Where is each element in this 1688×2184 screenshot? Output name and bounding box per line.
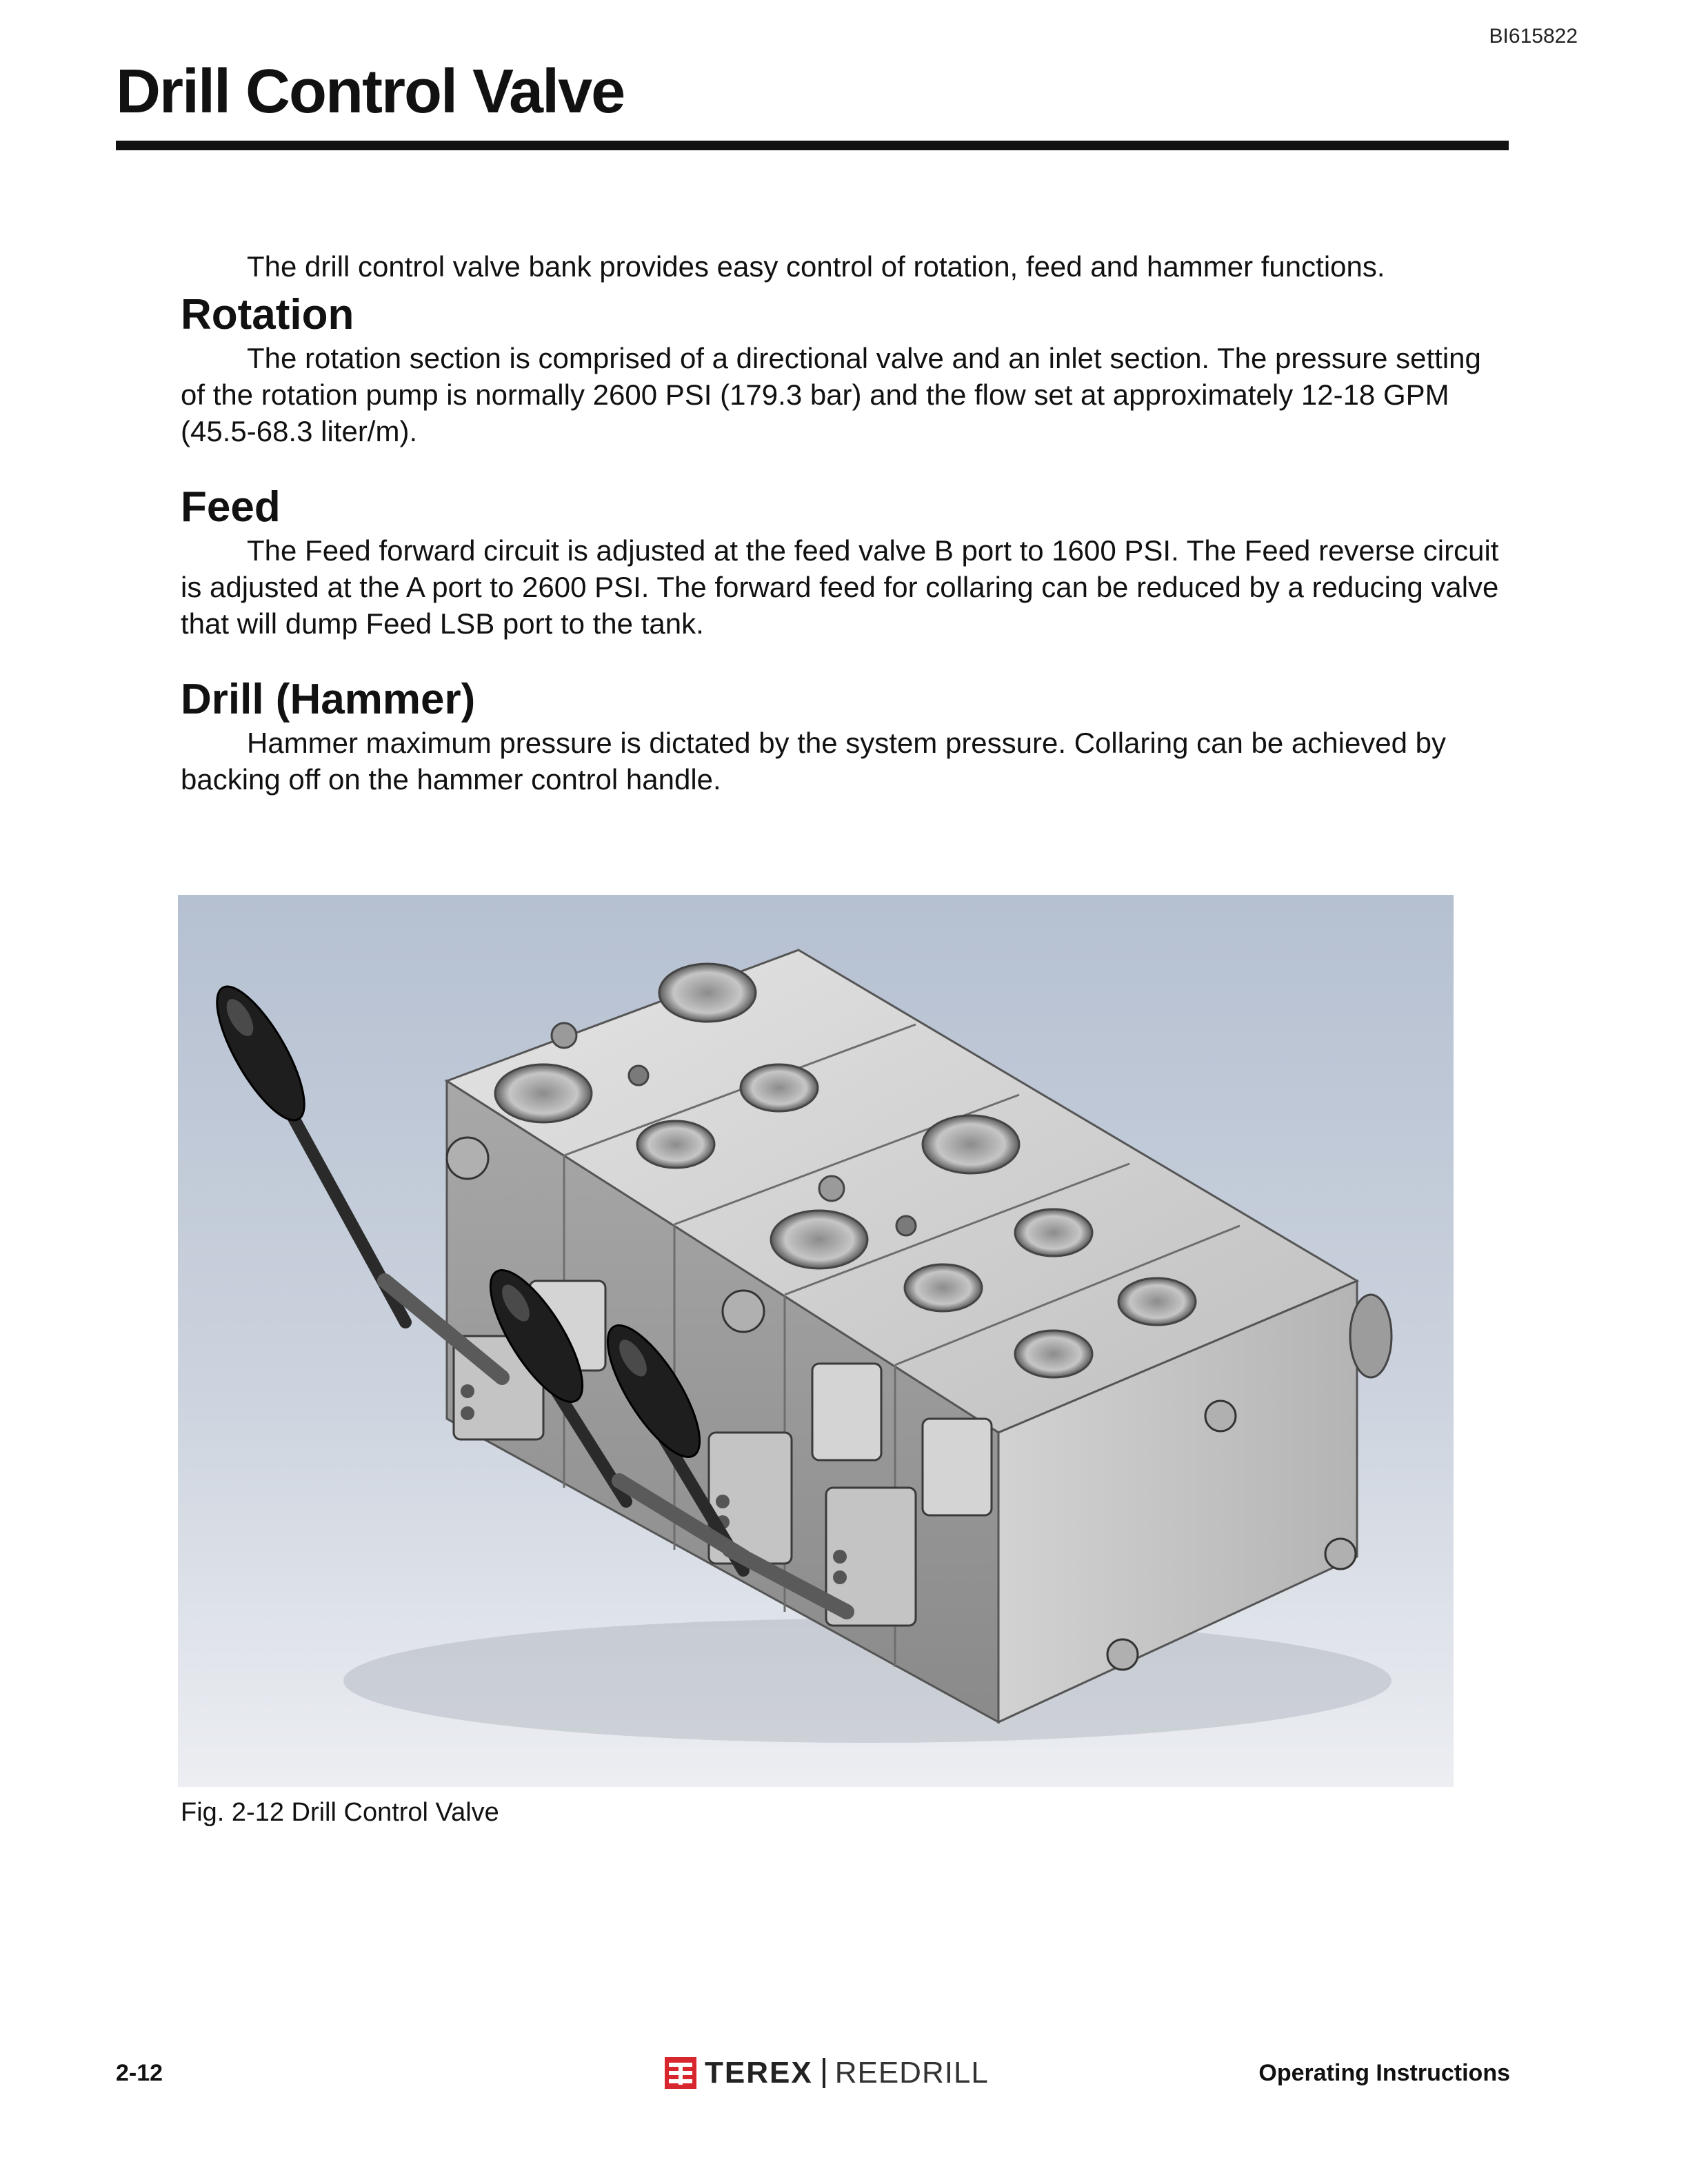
section-heading-rotation: Rotation [181,291,354,338]
section-body-feed: The Feed forward circuit is adjusted at the feed valve B port to 1600 PSI. The Feed reverse circuit is adjusted at the A port to 2600 PSI. The forward feed for collaring can be reduced by a reducing valve that will dump Feed LSB port to the tank. [181,534,1499,640]
figure-caption: Fig. 2-12 Drill Control Valve [181,1798,499,1827]
terex-reedrill-logo [665,2056,989,2090]
title-rule [116,141,1509,150]
body-content [181,248,1511,798]
page-number: 2-12 [116,2060,163,2086]
footer-section-label: Operating Instructions [1258,2060,1510,2086]
section-heading-feed: Feed [181,483,281,531]
page-title: Drill Control Valve [116,57,625,126]
intro-paragraph: The drill control valve bank provides easy control of rotation, feed and hammer functions. [247,250,1385,283]
document-id: BI615822 [1489,25,1578,48]
drill-control-valve-illustration [178,895,1454,1787]
logo-sub-text: REEDRILL [834,2056,989,2090]
terex-logo-icon [665,2057,696,2089]
logo-separator [823,2058,825,2088]
section-heading-drill-hammer: Drill (Hammer) [181,676,476,723]
section-body-drill-hammer: Hammer maximum pressure is dictated by the system pressure. Collaring can be achieved by backing off on the hammer control handle. [181,727,1447,796]
section-body-rotation: The rotation section is comprised of a directional valve and an inlet section. The pressure setting of the rotation pump is normally 2600 PSI (179.3 bar) and the flow set at approximately 12-18 GPM (45.5-68.3 liter/m). [181,342,1481,447]
logo-brand-text: TEREX [705,2056,813,2090]
